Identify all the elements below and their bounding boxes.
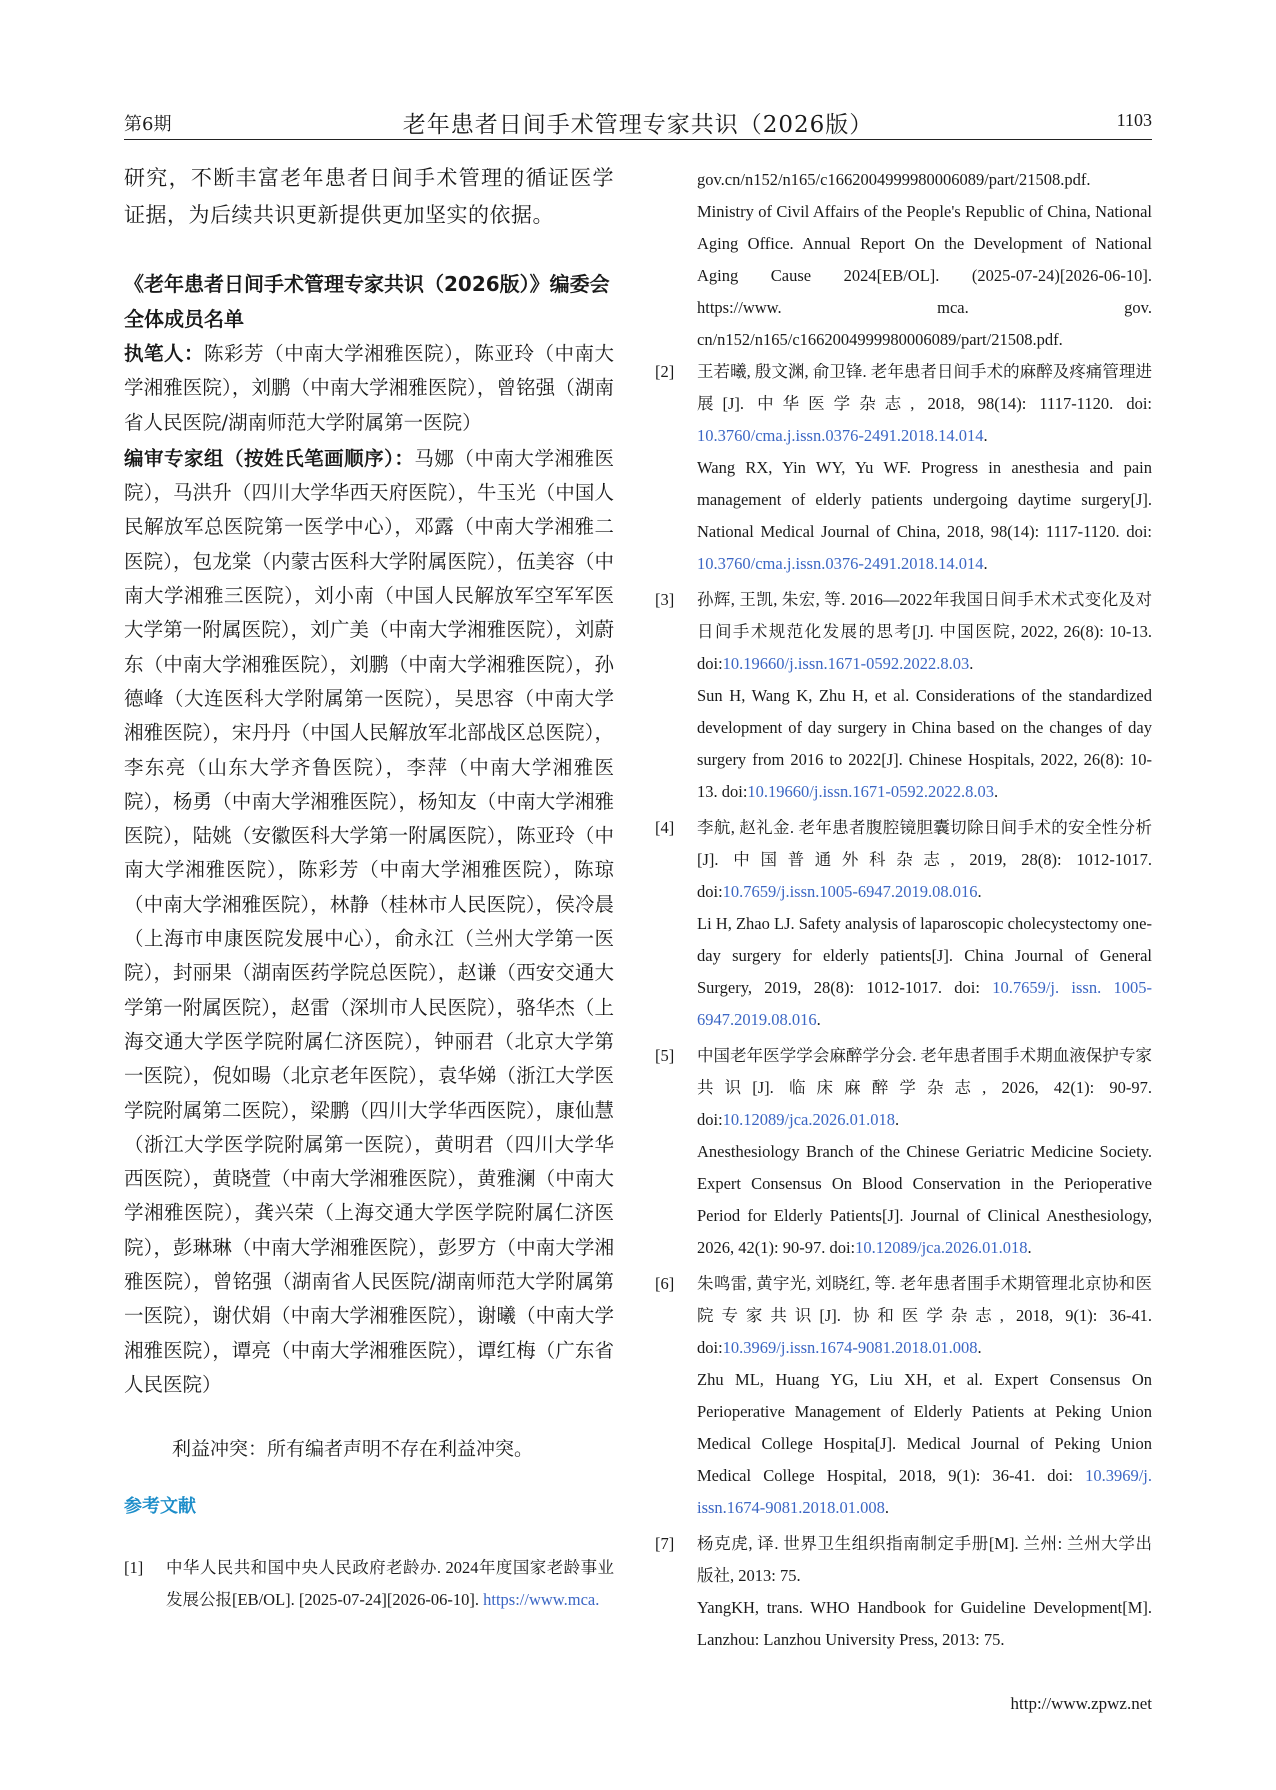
reference-link[interactable]: 10.12089/jca.2026.01.018	[855, 1238, 1028, 1257]
reference-cn: 朱鸣雷, 黄宇光, 刘晓红, 等. 老年患者围手术期管理北京协和医院专家共识[J]. 协和医学杂志, 2018, 9(1): 36-41. doi:10.3969/j.issn.1674-9081.2018.01.008.	[697, 1274, 1152, 1357]
reference-item	[655, 356, 1152, 580]
running-header	[124, 106, 1152, 138]
reference-link[interactable]: https://www.mca.	[483, 1590, 600, 1610]
reference-en: Li H, Zhao LJ. Safety analysis of laparoscopic cholecystectomy one-day surgery for elderly patients[J]. China Journal of General Surgery, 2019, 28(8): 1012-1017. doi: 10.7659/j. issn. 1005-6947.2019.08.016.	[697, 914, 1153, 1029]
reference-cn-text: 朱鸣雷, 黄宇光, 刘晓红, 等. 老年患者围手术期管理北京协和医院专家共识[J]. 协和医学杂志, 2018, 9(1): 36-41. doi:	[697, 1274, 1152, 1357]
writers-list: 陈彩芳（中南大学湘雅医院），陈亚玲（中南大学湘雅医院），刘鹏（中南大学湘雅医院），曾铭强（湖南省人民医院/湖南师范大学附属第一医院）	[124, 342, 614, 434]
experts-label: 编审专家组（按姓氏笔画顺序）：	[124, 446, 415, 470]
reference-continuation: gov.cn/n152/n165/c1662004999980006089/part/21508.pdf. Ministry of Civil Affairs of the People's Republic of China, National Aging Office. Annual Report On the Development of National Aging Cause 2024[EB/OL]. (2025-07-24)[2026-06-10]. https://www. mca. gov. cn/n152/n165/c1662004999980006089/part/21508.pdf.	[655, 164, 1152, 356]
writers-label: 执笔人：	[124, 342, 205, 365]
conflict-of-interest: 利益冲突：所有编者声明不存在利益冲突。	[172, 1438, 534, 1461]
reference-number: [4]	[655, 818, 675, 837]
left-column	[124, 160, 614, 1616]
reference-item	[655, 584, 1152, 808]
reference-cn-text: 中国老年医学学会麻醉学分会. 老年患者围手术期血液保护专家共识[J]. 临床麻醉学杂志, 2026, 42(1): 90-97. doi:	[697, 1046, 1152, 1129]
reference-number: [2]	[655, 362, 675, 381]
reference-link[interactable]: 10.3969/j. issn.1674-9081.2018.01.008	[697, 1466, 1152, 1517]
reference-link[interactable]: gov.cn/n152/n165/c1662004999980006089/part/21508.pdf	[697, 170, 1087, 189]
reference-link[interactable]: 10.19660/j.issn.1671-0592.2022.8.03	[747, 782, 995, 801]
right-column	[655, 164, 1152, 1656]
issue-number: 第6期	[124, 114, 172, 135]
reference-en: Wang RX, Yin WY, Yu WF. Progress in anesthesia and pain management of elderly patients undergoing daytime surgery[J]. National Medical Journal of China, 2018, 98(14): 1117-1120. doi: 10.3760/cma.j.issn.0376-2491.2018.14.014.	[697, 458, 1152, 573]
reference-cn-text: 中华人民共和国中央人民政府老龄办. 2024年度国家老龄事业发展公报[EB/OL]. [2025-07-24][2026-06-10].	[166, 1558, 614, 1610]
reference-number: [1]	[124, 1558, 144, 1578]
reference-en: Sun H, Wang K, Zhu H, et al. Considerations of the standardized development of day surgery in China based on the changes of day surgery from 2016 to 2022[J]. Chinese Hospitals, 2022, 26(8): 10-13. doi:10.19660/j.issn.1671-0592.2022.8.03.	[697, 686, 1152, 801]
reference-item	[655, 1268, 1152, 1524]
reference-item	[655, 1040, 1152, 1264]
reference-link[interactable]: https://www. mca. gov. cn/n152/n165/c1662004999980006089/part/21508.pdf	[697, 298, 1152, 349]
reference-link[interactable]: 10.3760/cma.j.issn.0376-2491.2018.14.014	[697, 426, 984, 445]
reference-cn	[166, 1552, 614, 1616]
reference-en: YangKH, trans. WHO Handbook for Guideline Development[M]. Lanzhou: Lanzhou University Press, 2013: 75.	[697, 1598, 1152, 1649]
reference-number: [3]	[655, 590, 675, 609]
lead-paragraph: 研究，不断丰富老年患者日间手术管理的循证医学证据，为后续共识更新提供更加坚实的依据。	[124, 166, 614, 227]
page-number: 1103	[1116, 110, 1152, 130]
reference-link[interactable]: 10.12089/jca.2026.01.018	[722, 1110, 895, 1129]
experts-list: 马娜（中南大学湘雅医院），马洪升（四川大学华西天府医院），牛玉光（中国人民解放军总医院第一医学中心），邓露（中南大学湘雅二医院），包龙棠（内蒙古医科大学附属医院），伍美容（中南大学湘雅三医院），刘小南（中国人民解放军空军军医大学第一附属医院），刘广美（中南大学湘雅医院），刘蔚东（中南大学湘雅医院），刘鹏（中南大学湘雅医院），孙德峰（大连医科大学附属第一医院），吴思容（中南大学湘雅医院），宋丹丹（中国人民解放军北部战区总医院），李东亮（山东大学齐鲁医院），李萍（中南大学湘雅医院），杨勇（中南大学湘雅医院），杨知友（中南大学湘雅医院），陆姚（安徽医科大学第一附属医院），陈亚玲（中南大学湘雅医院），陈彩芳（中南大学湘雅医院），陈琼（中南大学湘雅医院），林静（桂林市人民医院），侯冷晨（上海市申康医院发展中心），俞永江（兰州大学第一医院），封丽果（湖南医药学院总医院），赵谦（西安交通大学第一附属医院），赵雷（深圳市人民医院），骆华杰（上海交通大学医学院附属仁济医院），钟丽君（北京大学第一医院），倪如暘（北京老年医院），袁华娣（浙江大学医学院附属第二医院），梁鹏（四川大学华西医院），康仙慧（浙江大学医学院附属第一医院），黄明君（四川大学华西医院），黄晓萱（中南大学湘雅医院），黄雅澜（中南大学湘雅医院），龚兴荣（上海交通大学医学院附属仁济医院），彭琳琳（中南大学湘雅医院），彭罗方（中南大学湘雅医院），曾铭强（湖南省人民医院/湖南师范大学附属第一医院），谢伏娟（中南大学湘雅医院），谢曦（中南大学湘雅医院），谭亮（中南大学湘雅医院），谭红梅（广东省人民医院）	[124, 446, 614, 1396]
reference-en: Ministry of Civil Affairs of the People's Republic of China, National Aging Office. Annual Report On the Development of National Aging Cause 2024[EB/OL]. (2025-07-24)[2026-06-10]. https://www. mca. gov. cn/n152/n165/c1662004999980006089/part/21508.pdf.	[697, 202, 1152, 349]
reference-en: Zhu ML, Huang YG, Liu XH, et al. Expert Consensus On Perioperative Management of Elderly Patients at Peking Union Medical College Hospita[J]. Medical Journal of Peking Union Medical College Hospital, 2018, 9(1): 36-41. doi: 10.3969/j. issn.1674-9081.2018.01.008.	[697, 1370, 1152, 1517]
reference-cn: 杨克虎, 译. 世界卫生组织指南制定手册[M]. 兰州: 兰州大学出版社, 2013: 75.	[697, 1534, 1152, 1585]
reference-link[interactable]: 10.19660/j.issn.1671-0592.2022.8.03	[722, 654, 970, 673]
reference-en-text: Anesthesiology Branch of the Chinese Geriatric Medicine Society. Expert Consensus On Blood Conservation in the Perioperative Period for Elderly Patients[J]. Journal of Clinical Anesthesiology, 2026, 42(1): 90-97. doi:	[697, 1142, 1152, 1257]
reference-number: [5]	[655, 1046, 675, 1065]
reference-item	[655, 812, 1152, 1036]
references-heading: 参考文献	[124, 1496, 196, 1518]
reference-cn: 中国老年医学学会麻醉学分会. 老年患者围手术期血液保护专家共识[J]. 临床麻醉学杂志, 2026, 42(1): 90-97. doi:10.12089/jca.2026.01.018.	[697, 1046, 1152, 1129]
reference-en: Anesthesiology Branch of the Chinese Geriatric Medicine Society. Expert Consensus On Blood Conservation in the Perioperative Period for Elderly Patients[J]. Journal of Clinical Anesthesiology, 2026, 42(1): 90-97. doi:10.12089/jca.2026.01.018.	[697, 1142, 1152, 1257]
reference-cn: 孙辉, 王凯, 朱宏, 等. 2016—2022年我国日间手术术式变化及对日间手术规范化发展的思考[J]. 中国医院, 2022, 26(8): 10-13. doi:10.19660/j.issn.1671-0592.2022.8.03.	[697, 590, 1152, 673]
reference-item	[655, 1528, 1152, 1656]
reference-cn: 王若曦, 殷文渊, 俞卫锋. 老年患者日间手术的麻醉及疼痛管理进展[J]. 中华医学杂志, 2018, 98(14): 1117-1120. doi: 10.3760/cma.j.issn.0376-2491.2018.14.014.	[697, 362, 1152, 445]
reference-cn-text: 孙辉, 王凯, 朱宏, 等. 2016—2022年我国日间手术术式变化及对日间手术规范化发展的思考[J]. 中国医院, 2022, 26(8): 10-13. doi:	[697, 590, 1152, 673]
committee-heading: 《老年患者日间手术管理专家共识（2026版）》编委会全体成员名单	[124, 272, 610, 331]
reference-en-text: Wang RX, Yin WY, Yu WF. Progress in anesthesia and pain management of elderly patients undergoing daytime surgery[J]. National Medical Journal of China, 2018, 98(14): 1117-1120. doi:	[697, 458, 1152, 541]
reference-link[interactable]: 10.7659/j.issn.1005-6947.2019.08.016	[722, 882, 978, 901]
reference-number: [7]	[655, 1534, 675, 1553]
reference-link[interactable]: 10.7659/j. issn. 1005-6947.2019.08.016	[697, 978, 1153, 1029]
reference-cn-text: 李航, 赵礼金. 老年患者腹腔镜胆囊切除日间手术的安全性分析[J]. 中国普通外科杂志, 2019, 28(8): 1012-1017. doi:	[697, 818, 1152, 901]
footer-url[interactable]: http://www.zpwz.net	[1010, 1694, 1152, 1713]
running-title: 老年患者日间手术管理专家共识（2026版）	[402, 112, 874, 138]
reference-en-text: Zhu ML, Huang YG, Liu XH, et al. Expert Consensus On Perioperative Management of Elderly Patients at Peking Union Medical College Hospita[J]. Medical Journal of Peking Union Medical College Hospital, 2018, 9(1): 36-41. doi:	[697, 1370, 1152, 1485]
reference-en-text: Sun H, Wang K, Zhu H, et al. Considerations of the standardized development of day surgery in China based on the changes of day surgery from 2016 to 2022[J]. Chinese Hospitals, 2022, 26(8): 10-13. doi:	[697, 686, 1152, 801]
reference-item	[124, 1552, 614, 1616]
experts-paragraph	[124, 442, 614, 1402]
header-rule	[124, 139, 1152, 140]
reference-cn-text: 王若曦, 殷文渊, 俞卫锋. 老年患者日间手术的麻醉及疼痛管理进展[J]. 中华医学杂志, 2018, 98(14): 1117-1120. doi:	[697, 362, 1152, 413]
writers-paragraph	[124, 337, 614, 440]
reference-cn: 李航, 赵礼金. 老年患者腹腔镜胆囊切除日间手术的安全性分析[J]. 中国普通外科杂志, 2019, 28(8): 1012-1017. doi:10.7659/j.issn.1005-6947.2019.08.016.	[697, 818, 1152, 901]
reference-en-text: Li H, Zhao LJ. Safety analysis of laparoscopic cholecystectomy one-day surgery for elderly patients[J]. China Journal of General Surgery, 2019, 28(8): 1012-1017. doi:	[697, 914, 1152, 997]
reference-number: [6]	[655, 1274, 675, 1293]
reference-en-text: Ministry of Civil Affairs of the People's Republic of China, National Aging Office. Annual Report On the Development of National Aging Cause 2024[EB/OL]. (2025-07-24)[2026-06-10].	[697, 202, 1152, 285]
reference-link[interactable]: 10.3760/cma.j.issn.0376-2491.2018.14.014	[697, 554, 984, 573]
reference-link[interactable]: 10.3969/j.issn.1674-9081.2018.01.008	[722, 1338, 978, 1357]
